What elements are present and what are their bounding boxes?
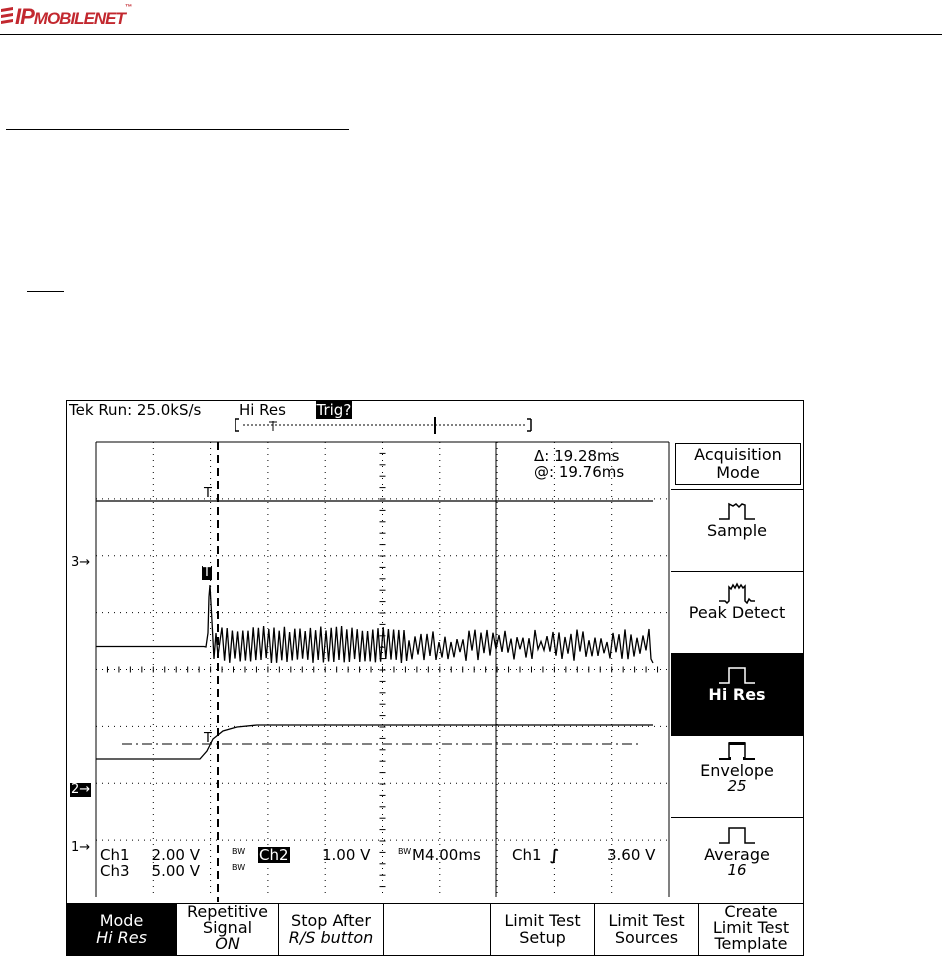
sample-label: Sample	[707, 521, 767, 540]
ch2-name: Ch2	[259, 846, 289, 864]
company-logo	[0, 2, 131, 32]
average-label: Average	[704, 845, 770, 864]
peak-detect-button[interactable]	[671, 571, 803, 653]
ch2-ground-marker: 2→	[71, 782, 91, 797]
empty-menu-button[interactable]	[384, 904, 491, 956]
header-divider	[0, 34, 942, 35]
ch3-bw-indicator: BW	[232, 863, 246, 872]
brand-label: Tek	[69, 401, 94, 419]
mode-value: Hi Res	[96, 928, 147, 947]
cursor-delta-readout: Δ: 19.28ms	[534, 447, 620, 465]
ch3-ground-marker: 3→	[71, 555, 91, 570]
repetitive-signal-button[interactable]	[177, 904, 279, 956]
sample-waveform-icon	[717, 500, 757, 522]
limit-test-sources-line2: Sources	[614, 928, 679, 947]
create-limit-template-button[interactable]	[699, 904, 803, 956]
trigger-marker-ch1: T	[204, 486, 212, 501]
trigger-marker-ch2: T	[204, 731, 212, 746]
trigger-status-badge: Trig?	[316, 401, 352, 419]
limit-test-setup-line1: Limit Test	[504, 911, 581, 930]
trigger-marker-ch3: T	[203, 565, 211, 580]
repetitive-label: Repetitive	[187, 902, 268, 921]
underline-rule-short	[27, 291, 64, 292]
cursor-at-readout: @: 19.76ms	[534, 463, 625, 481]
ch2-bw-indicator: BW	[398, 847, 412, 856]
hi-res-button[interactable]	[671, 653, 803, 735]
ch3-scale: 5.00 V	[151, 862, 200, 880]
peak-detect-label: Peak Detect	[688, 603, 786, 622]
mode-label: Mode	[99, 911, 144, 930]
stop-after-value: R/S button	[288, 928, 374, 947]
trigger-slope-icon: ∫	[550, 846, 560, 864]
hi-res-label: Hi Res	[708, 685, 766, 704]
average-count: 16	[727, 861, 747, 879]
signal-label: Signal	[202, 918, 253, 937]
ch3-trace	[96, 585, 653, 663]
oscilloscope-screen	[66, 400, 804, 956]
envelope-label: Envelope	[700, 761, 774, 780]
limit-test-setup-line2: Setup	[519, 928, 566, 947]
ch1-ground-marker: 1→	[71, 840, 91, 855]
limit-test-sources-line1: Limit Test	[608, 911, 685, 930]
ch3-name: Ch3	[100, 862, 130, 880]
stop-after-label: Stop After	[291, 911, 371, 930]
bottom-menu	[67, 903, 803, 956]
limit-test-setup-button[interactable]	[491, 904, 595, 956]
average-waveform-icon	[717, 824, 757, 846]
side-menu-title: Acquisition Mode	[675, 443, 801, 485]
ch1-name: Ch1	[100, 846, 130, 864]
envelope-count: 25	[727, 777, 747, 795]
ch2-trace	[96, 725, 653, 759]
underline-rule	[6, 129, 349, 130]
ch2-scale: 1.00 V	[322, 846, 371, 864]
trigger-source: Ch1	[512, 846, 542, 864]
create-template-label: Template	[714, 934, 788, 953]
mode-menu-button[interactable]	[67, 904, 177, 956]
hi-res-waveform-icon	[717, 664, 757, 686]
limit-test-sources-button[interactable]	[595, 904, 699, 956]
timebase-readout: M4.00ms	[412, 846, 481, 864]
ch3-readout	[100, 863, 200, 879]
repetitive-value: ON	[215, 934, 240, 953]
logo-text: IPMOBILENET™	[15, 4, 131, 29]
ch1-readout	[100, 847, 200, 863]
run-state: Run: 25.0kS/s	[98, 401, 202, 419]
sample-button[interactable]	[671, 489, 803, 571]
envelope-button[interactable]	[671, 735, 803, 817]
trigger-level: 3.60 V	[607, 846, 656, 864]
envelope-waveform-icon	[717, 740, 757, 762]
peak-detect-waveform-icon	[717, 582, 757, 604]
ch1-bw-indicator: BW	[232, 847, 246, 856]
stop-after-button[interactable]	[279, 904, 384, 956]
create-label: Create	[724, 902, 778, 921]
ch1-scale: 2.00 V	[151, 846, 200, 864]
logo-stripes-icon	[0, 6, 14, 28]
acq-mode-label: Hi Res	[238, 401, 286, 419]
create-limit-test-label: Limit Test	[712, 918, 790, 937]
average-button[interactable]	[671, 817, 803, 901]
side-menu	[671, 441, 803, 901]
